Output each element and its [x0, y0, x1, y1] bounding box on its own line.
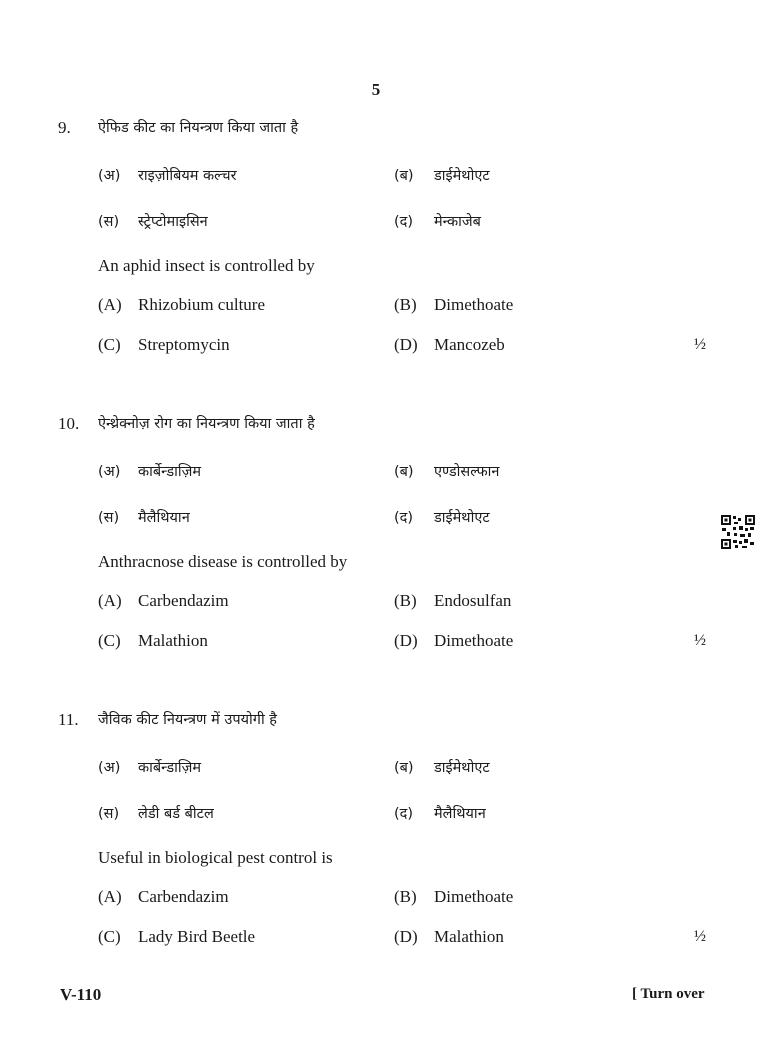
- option-label: (अ): [98, 760, 121, 776]
- option-text: Endosulfan: [434, 591, 512, 610]
- option-label: (A): [98, 295, 122, 314]
- hindi-option-c: [98, 802, 378, 824]
- option-label: (D): [394, 927, 418, 946]
- option-label: (स): [98, 510, 120, 526]
- option-text: मैलैथियान: [138, 510, 190, 526]
- english-option-a: [98, 295, 378, 317]
- option-label: (द): [394, 214, 414, 230]
- option-label: (D): [394, 631, 418, 650]
- hindi-option-a: [98, 460, 378, 482]
- option-label: (स): [98, 214, 120, 230]
- hindi-option-d: [394, 506, 674, 528]
- hindi-option-a: [98, 756, 378, 778]
- english-question-text: Anthracnose disease is controlled by: [98, 552, 348, 571]
- option-text: Malathion: [434, 927, 504, 946]
- option-text: Dimethoate: [434, 295, 514, 314]
- marks: ½: [694, 632, 706, 649]
- qr-code-icon: [720, 514, 756, 550]
- option-text: मेन्काजेब: [434, 214, 481, 230]
- turn-over-note: [ Turn over: [632, 986, 705, 1002]
- option-label: (द): [394, 510, 414, 526]
- option-label: (ब): [394, 464, 414, 480]
- hindi-option-b: [394, 756, 674, 778]
- option-text: स्ट्रेप्टोमाइसिन: [138, 214, 208, 230]
- option-label: (C): [98, 631, 121, 650]
- english-option-a: [98, 887, 378, 909]
- option-label: (B): [394, 887, 417, 906]
- option-label: (B): [394, 591, 417, 610]
- option-text: Mancozeb: [434, 335, 505, 354]
- option-text: लेडी बर्ड बीटल: [138, 806, 214, 822]
- hindi-option-b: [394, 460, 674, 482]
- option-text: Dimethoate: [434, 887, 514, 906]
- option-text: Streptomycin: [138, 335, 230, 354]
- option-text: एण्डोसल्फान: [434, 464, 500, 480]
- option-label: (B): [394, 295, 417, 314]
- option-text: डाईमेथोएट: [434, 510, 490, 526]
- hindi-option-c: [98, 210, 378, 232]
- question-11: [0, 710, 768, 970]
- option-text: Lady Bird Beetle: [138, 927, 256, 946]
- english-option-b: [394, 295, 674, 317]
- option-text: कार्बेन्डाज़िम: [138, 760, 202, 776]
- english-question-text: An aphid insect is controlled by: [98, 256, 315, 275]
- page-number: 5: [371, 80, 381, 99]
- option-label: (C): [98, 927, 121, 946]
- english-option-a: [98, 591, 378, 613]
- question-number: 10.: [58, 414, 80, 433]
- marks: ½: [694, 928, 706, 945]
- hindi-question-text: ऐन्थ्रेक्नोज़ रोग का नियन्त्रण किया जाता है: [98, 416, 315, 432]
- option-text: Malathion: [138, 631, 208, 650]
- option-text: मैलैथियान: [434, 806, 486, 822]
- option-label: (अ): [98, 168, 121, 184]
- option-label: (द): [394, 806, 414, 822]
- hindi-option-a: [98, 164, 378, 186]
- question-number: 9.: [58, 118, 71, 137]
- english-option-d: [394, 927, 674, 949]
- hindi-option-d: [394, 802, 674, 824]
- english-option-c: [98, 927, 378, 949]
- hindi-option-d: [394, 210, 674, 232]
- option-text: Rhizobium culture: [138, 295, 266, 314]
- english-question-text: Useful in biological pest control is: [98, 848, 333, 867]
- question-9: [0, 118, 768, 378]
- option-label: (A): [98, 887, 122, 906]
- paper-code: V-110: [60, 985, 102, 1004]
- question-10: [0, 414, 768, 674]
- english-option-b: [394, 887, 674, 909]
- hindi-question-text: जैविक कीट नियन्त्रण में उपयोगी है: [98, 712, 278, 728]
- option-text: डाईमेथोएट: [434, 760, 490, 776]
- option-label: (ब): [394, 168, 414, 184]
- english-option-b: [394, 591, 674, 613]
- english-option-c: [98, 335, 378, 357]
- option-text: Carbendazim: [138, 887, 229, 906]
- marks: ½: [694, 336, 706, 353]
- english-option-c: [98, 631, 378, 653]
- hindi-question-text: ऐफिड कीट का नियन्त्रण किया जाता है: [98, 120, 299, 136]
- option-text: राइज़ोबियम कल्चर: [138, 168, 237, 184]
- option-text: Carbendazim: [138, 591, 229, 610]
- option-label: (D): [394, 335, 418, 354]
- option-label: (स): [98, 806, 120, 822]
- option-text: डाईमेथोएट: [434, 168, 490, 184]
- option-text: कार्बेन्डाज़िम: [138, 464, 202, 480]
- option-label: (C): [98, 335, 121, 354]
- option-label: (A): [98, 591, 122, 610]
- hindi-option-c: [98, 506, 378, 528]
- option-text: Dimethoate: [434, 631, 514, 650]
- option-label: (अ): [98, 464, 121, 480]
- option-label: (ब): [394, 760, 414, 776]
- english-option-d: [394, 631, 674, 653]
- english-option-d: [394, 335, 674, 357]
- hindi-option-b: [394, 164, 674, 186]
- question-number: 11.: [58, 710, 79, 729]
